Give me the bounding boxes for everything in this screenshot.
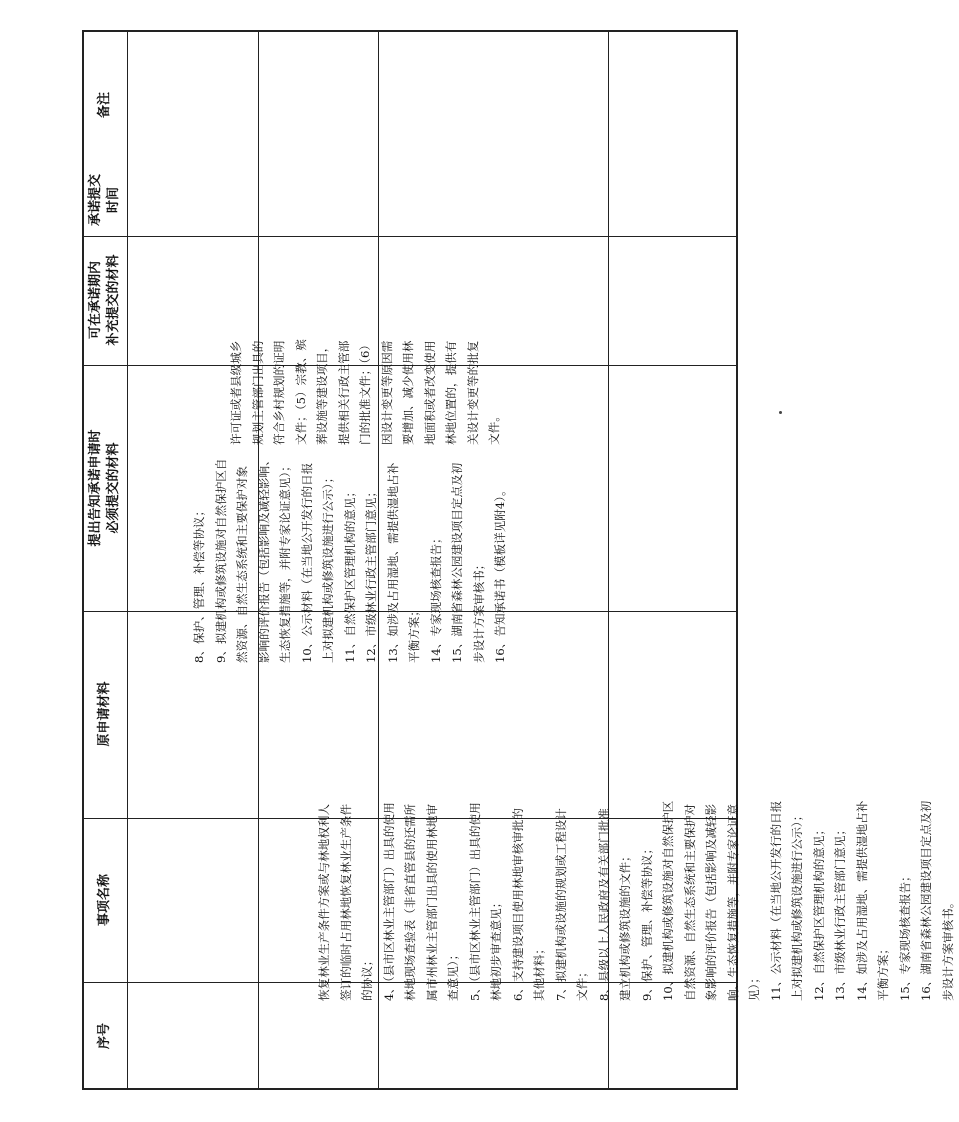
original-materials-line: 象影响的评价报告（包括影响及减轻影 <box>704 803 718 1001</box>
header-commit-line2: 时间 <box>106 187 121 214</box>
original-materials-line: 14、如涉及占用湿地、需提供湿地占补 <box>854 800 869 1001</box>
supplement-materials-line: 规划主管部门出具的 <box>250 340 265 445</box>
header-required-line2: 必须提交的材料 <box>106 442 121 534</box>
required-materials-line: 上对拟建机构或修筑设施进行公示）； <box>321 471 335 663</box>
header-required-materials <box>87 373 123 603</box>
original-materials-line: 13、市级林业行政主管部门意见； <box>833 823 847 1001</box>
required-materials-line: 步设计方案审核书； <box>471 558 486 663</box>
supplement-materials-line: 关设计变更等的批复 <box>465 340 480 445</box>
original-materials-line: 其他材料； <box>532 943 546 1001</box>
original-materials-line: 的协议； <box>360 954 374 1001</box>
original-materials-line: 上对拟建机构或修筑设施进行公示）； <box>790 809 804 1001</box>
original-materials-line: 10、拟建机构或修筑设施对自然保护区 <box>661 800 675 1001</box>
supplement-materials-line: 提供相关行政主管部 <box>336 340 351 445</box>
required-materials-line: 15、湖南省森林公园建设项目定点及初 <box>450 462 464 663</box>
original-materials-line: 5、（县市区林业主管部门）出具的使用 <box>467 802 482 1001</box>
original-materials-line: 12、自然保护区管理机构的意见； <box>811 823 826 1001</box>
required-materials-line: 8、保护、管理、补偿等协议； <box>192 504 206 663</box>
header-item-name: 事项名称 <box>97 874 112 927</box>
supplement-materials-line: 符合乡村规划的证明 <box>272 340 286 445</box>
original-materials-line: 步设计方案审核书。 <box>940 896 955 1001</box>
header-supplement-materials <box>87 236 123 364</box>
required-materials-line: 生态恢复措施等，并附专家论证意见）； <box>278 460 292 663</box>
required-materials-line: 影响的评价报告（包括影响及减轻影响、 <box>256 454 271 663</box>
header-remarks: 备注 <box>97 92 112 119</box>
supplement-materials-line: 文件；（5）宗教、殡 <box>293 339 308 445</box>
original-materials-line: 6、支持建设项目使用林地审核审批的 <box>510 808 525 1001</box>
required-materials-line: 11、自然保护区管理机构的意见； <box>342 485 357 663</box>
required-materials-line: 10、公示材料（在当地公开发行的日报 <box>299 462 314 663</box>
original-materials-line: 见）； <box>747 972 761 1001</box>
required-materials-line: 16、告知承诺书（模板详见附4）。 <box>493 484 507 663</box>
original-materials-line: 自然资源、自然生态系统和主要保护对 <box>682 803 697 1001</box>
original-materials-line: 响、生态恢复措施等，并附专家论证意 <box>725 803 740 1001</box>
original-materials-line: 签订的临时占用林地恢复林业生产条件 <box>338 803 353 1001</box>
scan-speck <box>779 411 782 414</box>
original-materials-line: 林地现场查验表（非省直管县的还需所 <box>403 803 417 1001</box>
original-materials-line: 11、公示材料（在当地公开发行的日报 <box>768 800 783 1001</box>
header-supplement-line2: 补充提交的材料 <box>106 254 121 346</box>
original-materials-line: 9、保护、管理、补偿等协议； <box>639 842 654 1001</box>
header-required-line1: 提出告知承诺申请时 <box>88 429 103 547</box>
required-materials-line: 14、专家现场核查报告； <box>428 532 443 663</box>
supplement-materials-line: 林地位置的，提供有 <box>444 340 458 445</box>
supplement-materials-line: 门的批准文件；（6） <box>358 339 372 445</box>
supplement-materials-line: 要增加、减少使用林 <box>401 340 415 445</box>
header-supplement-line1: 可在承诺期内 <box>88 261 103 340</box>
supplement-materials-cell <box>226 155 501 445</box>
original-materials-line: 恢复林业生产条件方案或与林地权利人 <box>317 803 331 1001</box>
original-materials-line: 16、湖南省森林公园建设项目定点及初 <box>919 800 933 1001</box>
header-original-materials: 原申请材料 <box>97 681 112 747</box>
original-materials-line: 8、县级以上人民政府及有关部门批准 <box>596 808 611 1001</box>
original-materials-line: 平衡方案； <box>876 943 890 1001</box>
required-materials-line: 然资源、自然生态系统和主要保护对象 <box>235 465 249 663</box>
supplement-materials-line: 文件。 <box>487 410 501 445</box>
supplement-materials-line: 地面积或者改变使用 <box>422 340 437 445</box>
original-materials-line: 15、专家现场核查报告； <box>897 870 912 1001</box>
original-materials-line: 属市州林业主管部门出具的使用林地审 <box>424 803 439 1001</box>
required-materials-line: 13、如涉及占用湿地、需提供湿地占补 <box>385 462 400 663</box>
header-seq: 序号 <box>97 1023 112 1050</box>
supplement-materials-line: 葬设施等建设项目， <box>315 340 329 445</box>
original-materials-line: 查意见）； <box>446 948 460 1001</box>
supplement-materials-line: 许可证或者县级城乡 <box>229 340 243 445</box>
required-materials-line: 平衡方案； <box>407 605 421 663</box>
original-materials-line: 7、拟建机构或设施的规划或工程设计 <box>553 808 568 1001</box>
required-materials-line: 12、市级林业行政主管部门意见； <box>364 485 378 663</box>
header-commit-line1: 承诺提交 <box>88 174 103 227</box>
original-materials-line: 林地初步审查意见； <box>489 896 503 1001</box>
original-materials-line: 建立机构或修筑设施的文件； <box>618 850 632 1001</box>
required-materials-line: 9、拟建机构或修筑设施对自然保护区自 <box>213 458 228 663</box>
supplement-materials-line: 因设计变更等原因需 <box>379 340 394 445</box>
table-vline-1 <box>127 30 128 1090</box>
original-materials-line: 4、（县市区林业主管部门）出具的使用 <box>381 802 396 1001</box>
original-materials-line: 文件； <box>575 966 589 1001</box>
